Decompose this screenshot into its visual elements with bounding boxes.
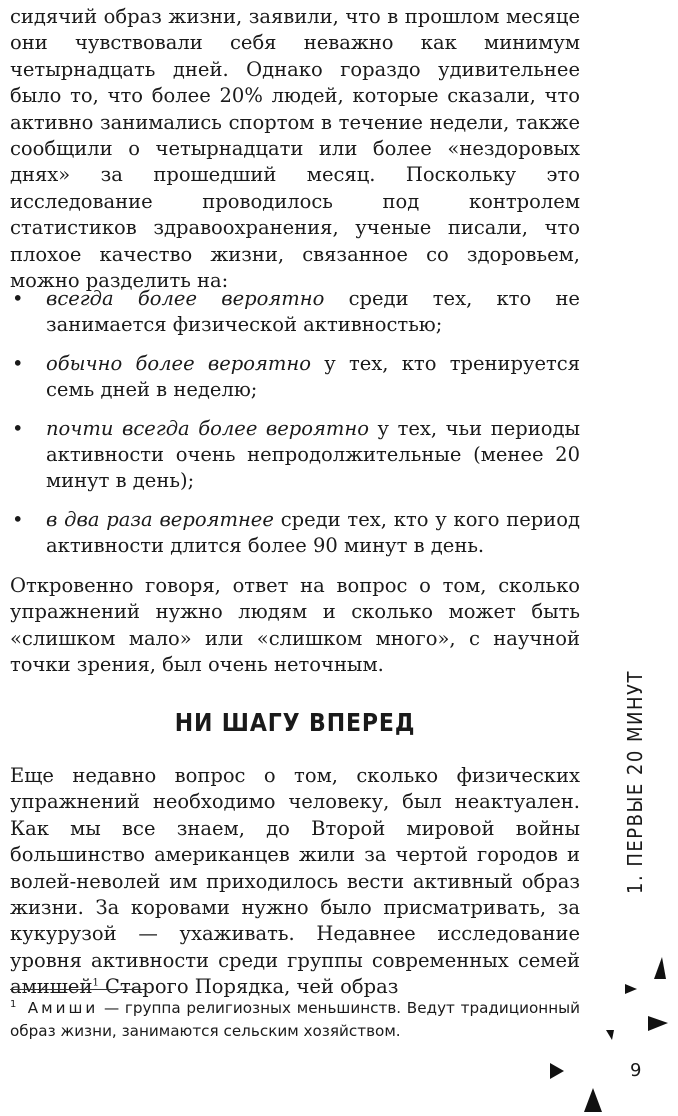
footnote: [10, 997, 580, 1043]
paragraph-section: [10, 763, 580, 1001]
list-item: [10, 351, 580, 404]
list-item: [10, 416, 580, 495]
bullet-text: у тех, чьи периоды активности очень непродолжительные (менее 20 минут в день);: [46, 416, 580, 493]
list-item: [10, 286, 580, 339]
list-item: [10, 507, 580, 560]
bullet-text: среди тех, кто у кого период активности длится более 90 минут в день.: [46, 507, 580, 558]
decor-triangle-icon: [648, 1016, 668, 1031]
decor-triangle-icon: [606, 1030, 614, 1040]
chapter-title: 1. ПЕРВЫЕ 20 МИНУТ: [623, 669, 647, 894]
decor-triangle-icon: [550, 1063, 564, 1079]
bullet-emphasis: обычно более вероятно: [46, 351, 311, 375]
bullet-mark: •: [12, 287, 24, 310]
footnote-mark: 1: [10, 998, 17, 1010]
paragraph-section-text: Еще недавно вопрос о том, сколько физических упражнений необходимо человеку, был неактуален. Как мы все знаем, до Второй мировой войны большинство американцев жили за чертой городов и волей-неволей им приходилось вести активный образ жизни. За коровами нужно было присматривать, за кукурузой — ухаживать. Недавнее исследование уровня активности среди группы современных семей амишей: [10, 764, 580, 999]
footnote-term: Амиши: [27, 999, 99, 1017]
bullet-list: [10, 286, 580, 572]
paragraph-intro: сидячий образ жизни, заявили, что в прошлом месяце они чувствовали себя неважно как минимум четырнадцать дней. Однако гораздо удивительнее было то, что более 20% людей, которые сказали, что активно занимались спортом в течение недели, также сообщили о четырнадцати или более «нездоровых днях» за прошедший месяц. Поскольку это исследование проводилось под контролем статистиков здравоохранения, ученые писали, что плохое качество жизни, связанное со здоровьем, можно разделить на:: [10, 5, 580, 293]
paragraph-conclusion: Откровенно говоря, ответ на вопрос о том, сколько упражнений нужно людям и сколько может быть «слишком мало» или «слишком много», с научной точки зрения, был очень неточным.: [10, 574, 580, 677]
bullet-emphasis: всегда более вероятно: [46, 287, 325, 310]
page-number: 9: [630, 1060, 642, 1081]
paragraph-section-tail: Старого Порядка, чей образ: [98, 975, 399, 999]
bullet-mark: •: [12, 507, 24, 531]
section-heading: НИ ШАГУ ВПЕРЕД: [174, 708, 416, 737]
bullet-emphasis: в два раза вероятнее: [46, 507, 274, 531]
footnote-reference[interactable]: 1: [92, 977, 99, 989]
bullet-mark: •: [12, 416, 24, 440]
bullet-mark: •: [12, 351, 24, 375]
bullet-text: у тех, кто тренируется семь дней в неделю;: [46, 351, 580, 402]
running-head-vertical: [623, 669, 647, 895]
decor-triangle-icon: [625, 984, 637, 994]
bullet-emphasis: почти всегда более вероятно: [46, 416, 370, 440]
footnote-divider: [10, 989, 146, 990]
footnote-text: — группа религиозных меньшинств. Ведут традиционный образ жизни, занимаются сельским хозяйством.: [10, 999, 580, 1040]
decor-triangle-icon: [654, 957, 666, 979]
decor-triangle-icon: [584, 1088, 602, 1112]
bullet-text: среди тех, кто не занимается физической активностью;: [46, 287, 580, 337]
